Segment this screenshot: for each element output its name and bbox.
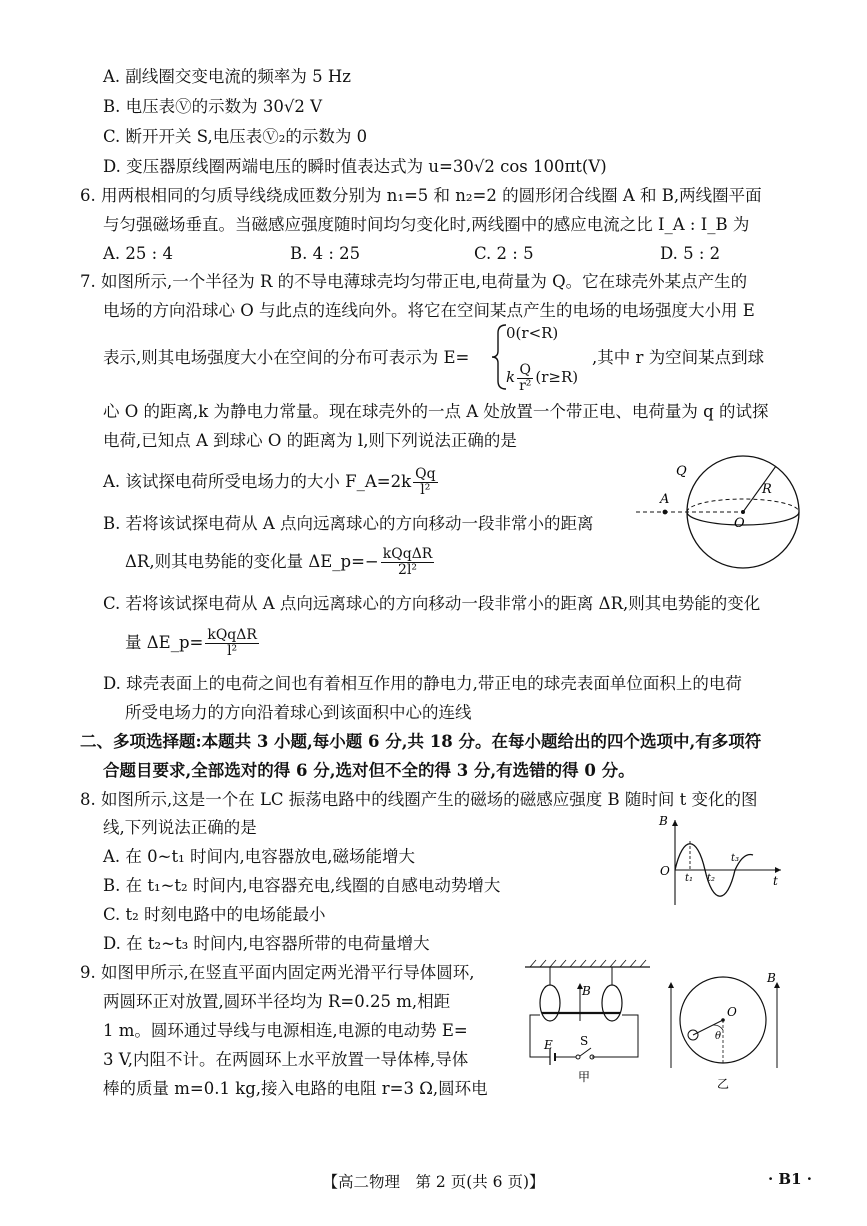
version-code: · B1 · — [767, 1170, 812, 1188]
q5-option-a: A. 副线圈交变电流的频率为 5 Hz — [103, 67, 351, 86]
q8-option-a: A. 在 0~t₁ 时间内,电容器放电,磁场能增大 — [103, 847, 415, 866]
label-r: R — [762, 482, 772, 497]
q7-stem-line1: 7. 如图所示,一个半径为 R 的不导电薄球壳均匀带正电,电荷量为 Q。它在球壳外某点产生的 — [80, 272, 748, 291]
q7-stem-line3b: ,其中 r 为空间某点到球 — [592, 348, 765, 367]
q8-bt-graph — [655, 815, 785, 910]
q7-stem-line5: 电荷,已知点 A 到球心 O 的距离为 l,则下列说法正确的是 — [103, 431, 517, 450]
graph-t-axis-arrow — [775, 867, 781, 873]
yi-caption: 乙 — [717, 1077, 730, 1091]
graph-label-t: t — [773, 874, 778, 888]
q8-stem-line2: 线,下列说法正确的是 — [103, 818, 257, 837]
q7-option-c-line1: C. 若将该试探电荷从 A 点向远离球心的方向移动一段非常小的距离 ΔR,则其电势能的变化 — [103, 594, 761, 613]
label-q: Q — [676, 464, 687, 479]
fig-jia-label-s: S — [580, 1034, 589, 1048]
q8-option-b: B. 在 t₁~t₂ 时间内,电容器充电,线圈的自感电动势增大 — [103, 876, 501, 895]
graph-b-axis-arrow — [672, 820, 678, 826]
q5-option-b: B. 电压表Ⓥ的示数为 30√2 V — [103, 97, 323, 116]
switch-contact-left — [576, 1055, 580, 1059]
point-a — [663, 510, 668, 515]
label-o: O — [734, 516, 745, 531]
yi-label-b: B — [767, 971, 776, 985]
fig-jia-label-b: B — [582, 984, 591, 998]
q8-stem-line1: 8. 如图所示,这是一个在 LC 振荡电路中的线圈产生的磁场的磁感应强度 B 随时间 t 变化的图 — [80, 790, 758, 809]
graph-label-t2: t₂ — [707, 873, 716, 884]
q5-option-d: D. 变压器原线圈两端电压的瞬时值表达式为 u=30√2 cos 100πt(V) — [103, 157, 607, 176]
q6-option-c: C. 2 : 5 — [474, 244, 534, 263]
q7-stem-line2: 电场的方向沿球心 O 与此点的连线向外。将它在空间某点产生的电场的电场强度大小用 E — [103, 301, 755, 320]
q9-stem-line3: 1 m。圆环通过导线与电源相连,电源的电动势 E= — [103, 1021, 468, 1040]
graph-label-t1: t₁ — [685, 873, 694, 884]
yi-left-field-arrow — [668, 982, 674, 988]
q9-figure-jia — [520, 955, 660, 1085]
q9-figure-yi — [665, 968, 790, 1093]
q5-option-c: C. 断开开关 S,电压表Ⓥ₂的示数为 0 — [103, 127, 368, 146]
q6-option-a: A. 25 : 4 — [103, 244, 173, 263]
q6-option-b: B. 4 : 25 — [290, 244, 361, 263]
q6-stem-line2: 与匀强磁场垂直。当磁感应强度随时间均匀变化时,两线圈中的感应电流之比 I_A : I_B 为 — [103, 215, 750, 234]
q8-option-d: D. 在 t₂~t₃ 时间内,电容器所带的电荷量增大 — [103, 934, 430, 953]
graph-label-t3: t₃ — [731, 853, 740, 864]
q9-stem-line5: 棒的质量 m=0.1 kg,接入电路的电阻 r=3 Ω,圆环电 — [103, 1079, 488, 1098]
q7-option-a: A. 该试探电荷所受电场力的大小 F_A=2k $\frac{Qq}{\text{l²}}$ — [103, 466, 436, 498]
q7-stem-line4: 心 O 的距离,k 为静电力常量。现在球壳外的一点 A 处放置一个带正电、电荷量为 q 的试探 — [103, 402, 769, 421]
label-a: A — [660, 492, 670, 507]
q7-option-d-line1: D. 球壳表面上的电荷之间也有着相互作用的静电力,带正电的球壳表面单位面积上的电荷 — [103, 674, 742, 693]
q7-option-b-line1: B. 若将该试探电荷从 A 点向远离球心的方向移动一段非常小的距离 — [103, 514, 594, 533]
q6-stem-line1: 6. 用两根相同的匀质导线绕成匝数分别为 n₁=5 和 n₂=2 的圆形闭合线圈 A 和 B,两线圈平面 — [80, 186, 762, 205]
switch-blade — [580, 1048, 591, 1056]
q7-stem-line3a: 表示,则其电场强度大小在空间的分布可表示为 E= — [103, 348, 470, 367]
q8-option-c: C. t₂ 时刻电路中的电场能最小 — [103, 905, 326, 924]
q9-stem-line4: 3 V,内阻不计。在两圆环上水平放置一导体棒,导体 — [103, 1050, 469, 1069]
q7-case-inside: 0(r<R) — [506, 324, 559, 342]
yi-label-o: O — [727, 1005, 737, 1019]
yi-label-theta: θ — [715, 1031, 722, 1042]
q7-sphere-figure — [630, 455, 800, 575]
q7-option-b-line2: ΔR,则其电势能的变化量 ΔE_p=− $\frac{\text{kQqΔR}}{\text{2l²}}$ — [125, 546, 433, 578]
fig-jia-label-e: E — [544, 1038, 553, 1052]
q9-stem-line1: 9. 如图甲所示,在竖直平面内固定两光滑平行导体圆环, — [80, 963, 475, 982]
page-footer: 【高二物理 第 2 页(共 6 页)】 — [322, 1173, 545, 1191]
yi-angle-arc — [713, 1025, 723, 1030]
q9-stem-line2: 两圆环正对放置,圆环半径均为 R=0.25 m,相距 — [103, 992, 451, 1011]
left-ring — [540, 985, 560, 1021]
fig-jia-caption: 甲 — [578, 1070, 591, 1084]
q6-option-d: D. 5 : 2 — [660, 244, 721, 263]
ceiling-hatch — [530, 960, 646, 967]
graph-label-o: O — [660, 864, 670, 878]
q7-option-d-line2: 所受电场力的方向沿着球心到该面积中心的连线 — [125, 703, 472, 722]
section-2-heading-line2: 合题目要求,全部选对的得 6 分,选对但不全的得 3 分,有选错的得 0 分。 — [103, 761, 635, 780]
graph-label-b: B — [659, 815, 668, 828]
q7-option-c-line2: 量 ΔE_p= $\frac{\text{kQqΔR}}{\text{l²}}$ — [125, 627, 257, 659]
wire-right — [592, 1015, 638, 1057]
section-2-heading-line1: 二、多项选择题:本题共 3 小题,每小题 6 分,共 18 分。在每小题给出的四个选项中,有多项符 — [80, 732, 762, 751]
center-o — [741, 510, 745, 514]
q7-case-outside: k $\frac{Q}{\text{r²}}$ (r≥R) — [506, 361, 579, 394]
right-ring — [602, 985, 622, 1021]
